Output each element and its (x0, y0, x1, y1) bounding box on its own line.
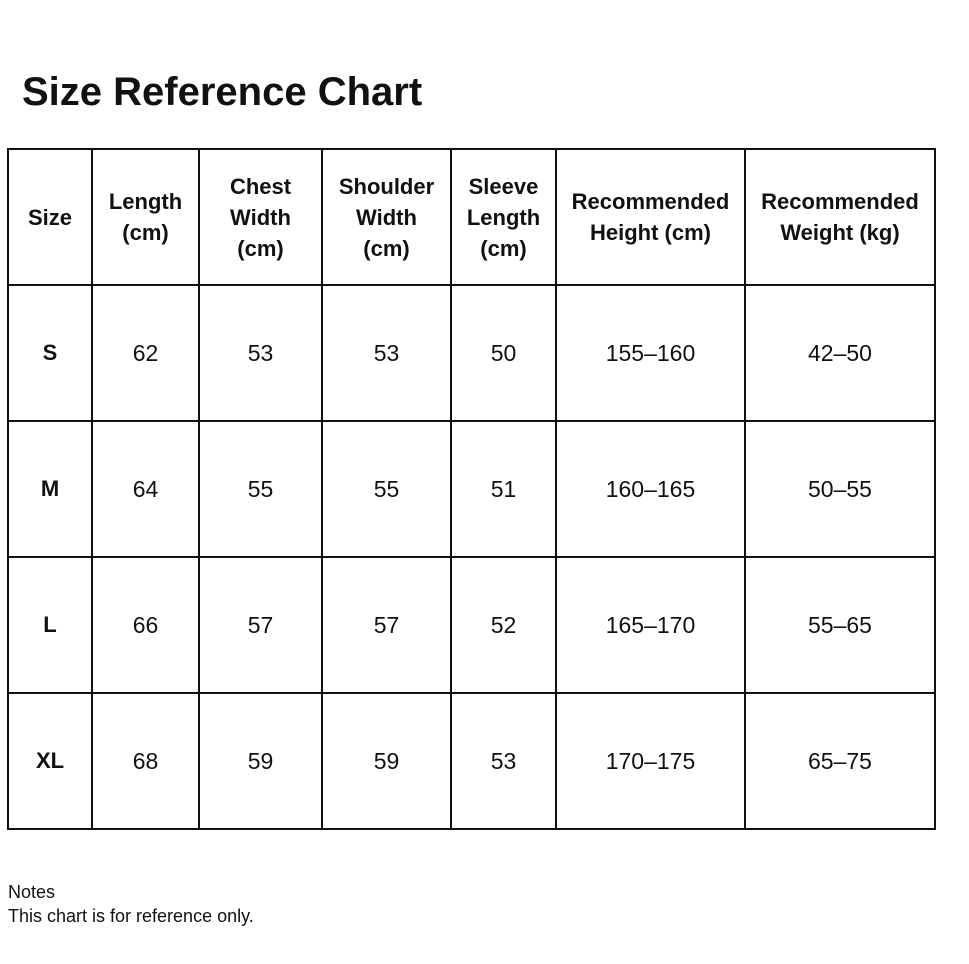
header-size (8, 149, 92, 285)
header-height-line-2: Height (cm) (590, 220, 711, 245)
shoulder-width-cell: 57 (322, 557, 451, 693)
header-sleeve-line-2: Length (466, 204, 541, 230)
shoulder-width-cell: 59 (322, 693, 451, 829)
recommended-weight-cell: 50–55 (745, 421, 935, 557)
header-chest-width (199, 149, 322, 285)
chest-width-cell: 53 (199, 285, 322, 421)
shoulder-width-cell: 55 (322, 421, 451, 557)
header-length (92, 149, 199, 285)
header-chest-line-2: Width (230, 204, 291, 230)
header-shoulder-line-2: Width (356, 204, 417, 230)
table-row (8, 557, 935, 693)
size-cell: L (8, 557, 92, 693)
table-row (8, 285, 935, 421)
length-cell: 62 (92, 285, 199, 421)
header-chest-line-3: (cm) (237, 235, 284, 261)
size-cell: M (8, 421, 92, 557)
header-weight-line-2: Weight (kg) (780, 220, 900, 245)
header-shoulder-line-1: Shoulder (338, 173, 435, 199)
header-length-line-2: (cm) (122, 220, 169, 245)
notes-heading: Notes (8, 882, 56, 902)
sleeve-length-cell: 50 (451, 285, 556, 421)
header-height-line-1: Recommended (571, 189, 730, 214)
recommended-weight-cell: 65–75 (745, 693, 935, 829)
chest-width-cell: 59 (199, 693, 322, 829)
recommended-height-cell: 160–165 (556, 421, 745, 557)
header-recommended-weight (745, 149, 935, 285)
length-cell: 64 (92, 421, 199, 557)
shoulder-width-cell: 53 (322, 285, 451, 421)
header-weight-line-1: Recommended (761, 189, 919, 214)
size-cell: S (8, 285, 92, 421)
header-recommended-height (556, 149, 745, 285)
recommended-height-cell: 155–160 (556, 285, 745, 421)
length-cell: 66 (92, 557, 199, 693)
sleeve-length-cell: 52 (451, 557, 556, 693)
chest-width-cell: 55 (199, 421, 322, 557)
sleeve-length-cell: 51 (451, 421, 556, 557)
header-shoulder-width (322, 149, 451, 285)
header-chest-line-1: Chest (229, 173, 292, 199)
recommended-weight-cell: 55–65 (745, 557, 935, 693)
header-sleeve-length (451, 149, 556, 285)
recommended-height-cell: 165–170 (556, 557, 745, 693)
sleeve-length-cell: 53 (451, 693, 556, 829)
chest-width-cell: 57 (199, 557, 322, 693)
recommended-height-cell: 170–175 (556, 693, 745, 829)
notes-text: This chart is for reference only. (8, 906, 254, 926)
page-title: Size Reference Chart (22, 70, 423, 114)
size-cell: XL (8, 693, 92, 829)
header-shoulder-line-3: (cm) (363, 235, 410, 261)
table-row (8, 421, 935, 557)
notes-section (8, 880, 254, 928)
table-header-row (8, 149, 935, 285)
length-cell: 68 (92, 693, 199, 829)
header-sleeve-line-3: (cm) (480, 235, 527, 261)
size-chart-table (7, 148, 936, 830)
table-row (8, 693, 935, 829)
header-sleeve-line-1: Sleeve (468, 173, 539, 199)
recommended-weight-cell: 42–50 (745, 285, 935, 421)
header-size-line-1: Size (27, 204, 73, 230)
header-length-line-1: Length (108, 189, 183, 214)
